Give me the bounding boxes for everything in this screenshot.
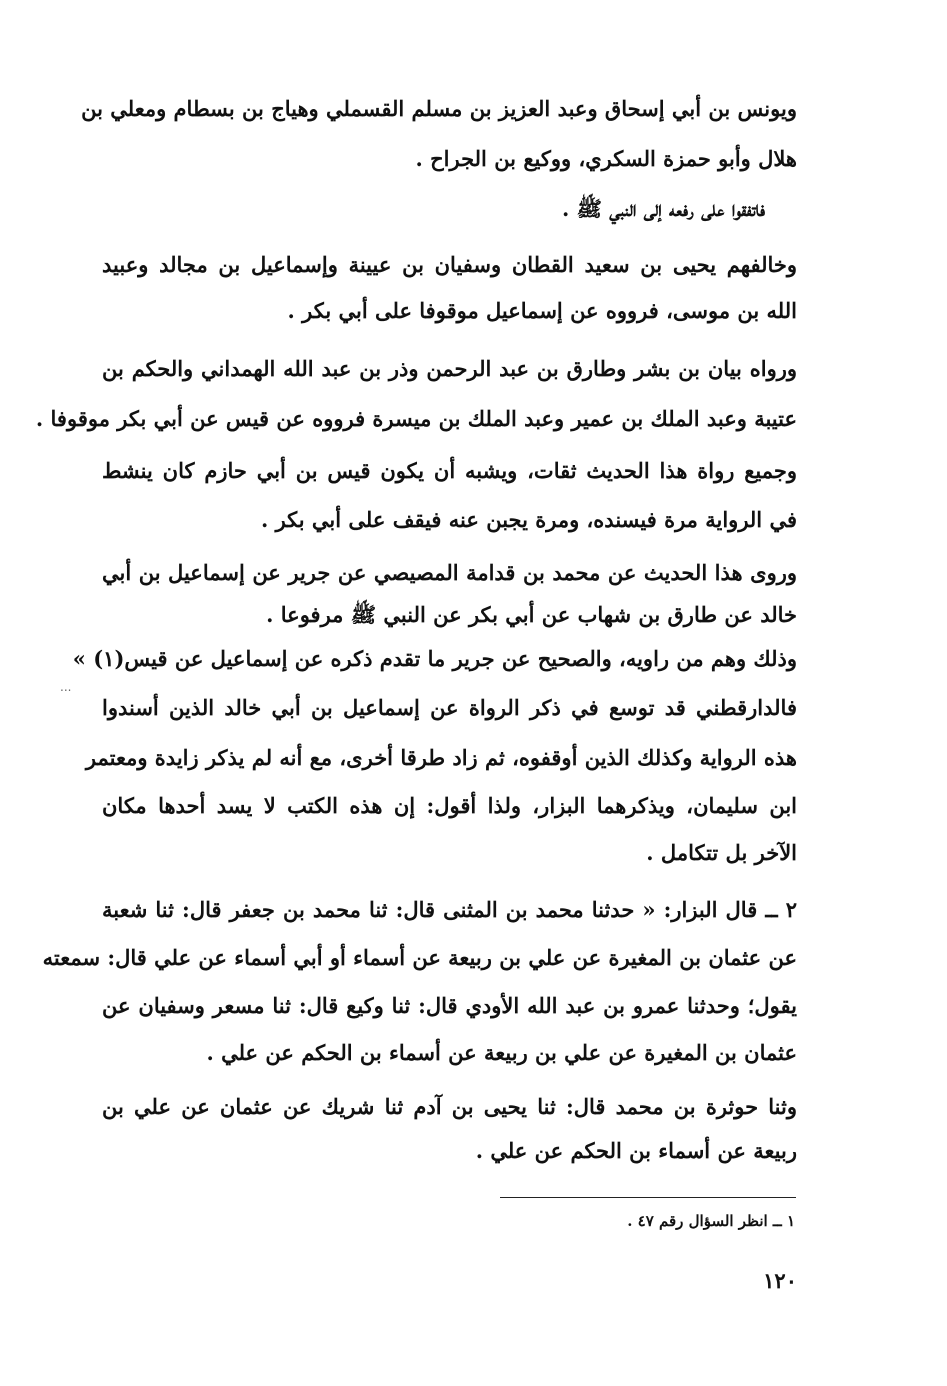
text-line: عن عثمان بن المغيرة عن علي بن ربيعة عن أسماء أو أبي أسماء عن علي قال: سمعته: [42, 945, 797, 970]
text-line: ٢ ــ قال البزار: « حدثنا محمد بن المثنى قال: ثنا محمد بن جعفر قال: ثنا شعبة: [102, 897, 797, 922]
text-line: ويونس بن أبي إسحاق وعبد العزيز بن مسلم القسملي وهياج بن بسطام ومعلي بن: [81, 96, 797, 121]
text-line: في الرواية مرة فيسنده، ومرة يجبن عنه فيقف على أبي بكر .: [260, 507, 797, 532]
text-line: عتيبة وعبد الملك بن عمير وعبد الملك بن ميسرة فرووه عن قيس عن أبي بكر موقوفا .: [35, 406, 797, 431]
text-line: يقول؛ وحدثنا عمرو بن عبد الله الأودي قال: ثنا وكيع قال: ثنا مسعر وسفيان عن: [102, 993, 797, 1018]
text-line: فاتفقوا على رفعه إلى النبي ﷺ .: [561, 196, 765, 221]
text-line: ورواه بيان بن بشر وطارق بن عبد الرحمن وذر بن عبد الله الهمداني والحكم بن: [102, 356, 797, 381]
text-line: وروى هذا الحديث عن محمد بن قدامة المصيصي عن جرير عن إسماعيل بن أبي: [102, 560, 797, 585]
text-line: وثنا حوثرة بن محمد قال: ثنا يحيى بن آدم ثنا شريك عن عثمان عن علي بن: [102, 1094, 797, 1119]
text-line: وجميع رواة هذا الحديث ثقات، ويشبه أن يكون قيس بن أبي حازم كان ينشط: [102, 458, 797, 483]
text-line: خالد عن طارق بن شهاب عن أبي بكر عن النبي ﷺ مرفوعا .: [266, 602, 797, 627]
text-line: عثمان بن المغيرة عن علي بن ربيعة عن أسماء بن الحكم عن علي .: [206, 1040, 797, 1065]
page-number: ١٢٠: [763, 1268, 797, 1293]
main-text: [35, 0, 797, 1180]
text-line: فالدارقطني قد توسع في ذكر الرواة عن إسماعيل بن أبي خالد الذين أسندوا: [102, 695, 797, 720]
text-line: وخالفهم يحيى بن سعيد القطان وسفيان بن عيينة وإسماعيل بن مجالد وعبيد: [102, 252, 797, 277]
text-line: وذلك وهم من راويه، والصحيح عن جرير ما تقدم ذكره عن إسماعيل عن قيس(١) »: [72, 646, 797, 671]
text-line: الآخر بل تتكامل .: [646, 840, 797, 865]
footnote-divider: [500, 1197, 796, 1198]
text-line: ابن سليمان، ويذكرهما البزار، ولذا أقول: إن هذه الكتب لا يسد أحدها مكان: [102, 793, 797, 818]
margin-mark: ...: [60, 680, 72, 694]
footnote: ١ ــ انظر السؤال رقم ٤٧ .: [627, 1212, 795, 1230]
text-line: ربيعة عن أسماء بن الحكم عن علي .: [475, 1138, 797, 1163]
text-line: هذه الرواية وكذلك الذين أوقفوه، ثم زاد طرقا أخرى، مع أنه لم يذكر زايدة ومعتمر: [85, 745, 797, 770]
text-line: الله بن موسى، فرووه عن إسماعيل موقوفا على أبي بكر .: [287, 298, 797, 323]
text-line: هلال وأبو حمزة السكري، ووكيع بن الجراح .: [415, 146, 797, 171]
